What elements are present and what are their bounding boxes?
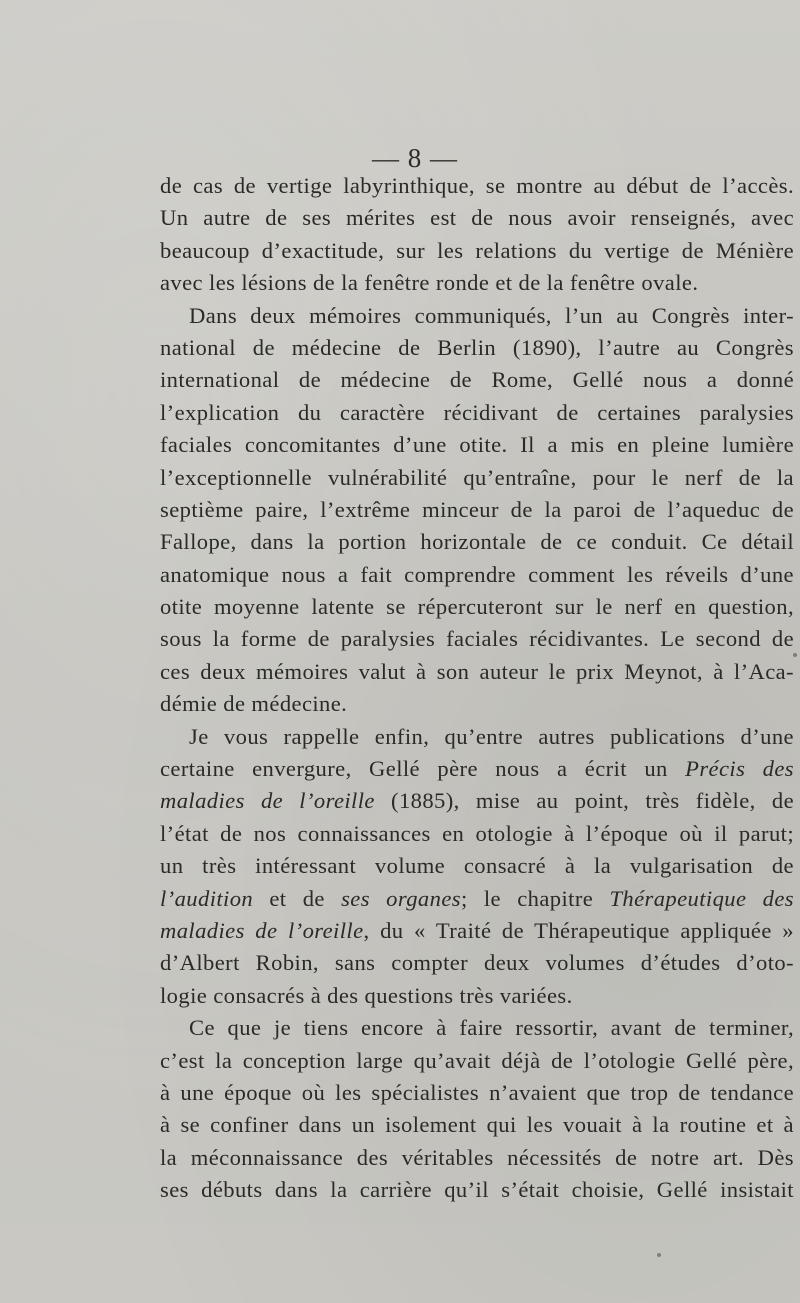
- italic-title: Thérapeutique des: [609, 885, 794, 911]
- text-line: [160, 494, 794, 526]
- text-run: la méconnaissance des véritables nécessités de notre art. Dès: [160, 1144, 794, 1170]
- text-line: [160, 1045, 794, 1077]
- text-line: [160, 883, 794, 915]
- text-line: [160, 462, 794, 494]
- text-run: l’exceptionnelle vulnérabilité qu’entraîne, pour le nerf de la: [160, 464, 794, 490]
- italic-title: Précis des: [685, 756, 794, 782]
- text-run: , du « Traité de Thérapeutique appliquée »: [363, 917, 794, 943]
- text-run: international de médecine de Rome, Gellé nous a donné: [160, 367, 794, 393]
- text-line: [160, 623, 794, 655]
- italic-title: l’audition: [160, 885, 254, 911]
- text-run: otite moyenne latente se répercuteront sur le nerf en question,: [160, 594, 794, 620]
- text-line: [160, 915, 794, 947]
- text-line: [160, 1142, 794, 1174]
- text-run: logie consacrés à des questions très variées.: [160, 982, 573, 1008]
- text-run: faciales concomitantes d’une otite. Il a mis en pleine lumière: [160, 432, 794, 458]
- text-run: Fallope, dans la portion horizontale de ce conduit. Ce détail: [160, 529, 794, 555]
- text-line: [160, 559, 794, 591]
- text-line: [160, 818, 794, 850]
- text-line: [160, 656, 794, 688]
- text-line: [160, 1174, 794, 1206]
- text-line: [160, 850, 794, 882]
- paper-speck: [793, 653, 797, 657]
- text-run: certaine envergure, Gellé père nous a écrit un: [160, 756, 686, 782]
- paper-speck: [657, 1253, 661, 1257]
- text-line: [160, 688, 794, 720]
- text-line: [160, 364, 794, 396]
- text-run: Dans deux mémoires communiqués, l’un au Congrès inter-: [189, 302, 794, 328]
- text-line: [160, 235, 794, 267]
- italic-title: ses organes: [341, 885, 461, 911]
- text-run: à une époque où les spécialistes n’avaient que trop de tendance: [160, 1079, 794, 1105]
- text-run: septième paire, l’extrême minceur de la paroi de l’aqueduc de: [160, 496, 794, 522]
- text-run: c’est la conception large qu’avait déjà de l’otologie Gellé père,: [160, 1047, 794, 1073]
- text-line: [160, 267, 794, 299]
- text-run: Un autre de ses mérites est de nous avoir renseignés, avec: [160, 205, 794, 231]
- text-run: beaucoup d’exactitude, sur les relations du vertige de Ménière: [160, 237, 794, 263]
- text-line: [160, 1109, 794, 1141]
- italic-title: maladies de l’oreille: [160, 788, 375, 814]
- text-run: Je vous rappelle enfin, qu’entre autres publications d’une: [189, 723, 794, 749]
- text-run: ; le chapitre: [460, 885, 610, 911]
- text-run: sous la forme de paralysies faciales récidivantes. Le second de: [160, 626, 794, 652]
- text-line: [160, 170, 794, 202]
- text-line: [160, 980, 794, 1012]
- text-run: (1885), mise au point, très fidèle, de: [374, 788, 795, 814]
- text-run: l’explication du caractère récidivant de certaines paralysies: [160, 399, 794, 425]
- text-line: [160, 591, 794, 623]
- text-line: [160, 1012, 794, 1044]
- text-line: [160, 526, 794, 558]
- text-run: d’Albert Robin, sans compter deux volumes d’études d’oto-: [160, 950, 794, 976]
- text-line: [160, 332, 794, 364]
- text-run: démie de médecine.: [160, 691, 348, 717]
- text-line: [160, 785, 794, 817]
- page-number: — 8 —: [372, 143, 458, 173]
- text-run: un très intéressant volume consacré à la vulgarisation de: [160, 853, 794, 879]
- text-run: ces deux mémoires valut à son auteur le prix Meynot, à l’Aca-: [160, 658, 794, 684]
- text-run: anatomique nous a fait comprendre comment les réveils d’une: [160, 561, 794, 587]
- text-run: l’état de nos connaissances en otologie à l’époque où il parut;: [160, 820, 794, 846]
- text-line: [160, 947, 794, 979]
- text-line: [160, 753, 794, 785]
- text-line: [160, 1077, 794, 1109]
- text-line: [160, 300, 794, 332]
- text-line: [160, 397, 794, 429]
- body-text: [160, 170, 794, 1207]
- text-line: [160, 429, 794, 461]
- text-run: et de: [253, 885, 342, 911]
- text-run: Ce que je tiens encore à faire ressortir, avant de terminer,: [189, 1015, 794, 1041]
- text-line: [160, 721, 794, 753]
- text-run: de cas de vertige labyrinthique, se montre au début de l’accès.: [160, 173, 794, 198]
- text-run: national de médecine de Berlin (1890), l’autre au Congrès: [160, 334, 794, 360]
- text-run: à se confiner dans un isolement qui les vouait à la routine et à: [160, 1112, 794, 1138]
- italic-title: maladies de l’oreille: [160, 917, 364, 943]
- text-run: ses débuts dans la carrière qu’il s’était choisie, Gellé insistait: [160, 1177, 794, 1203]
- text-line: [160, 202, 794, 234]
- text-run: avec les lésions de la fenêtre ronde et de la fenêtre ovale.: [160, 270, 699, 296]
